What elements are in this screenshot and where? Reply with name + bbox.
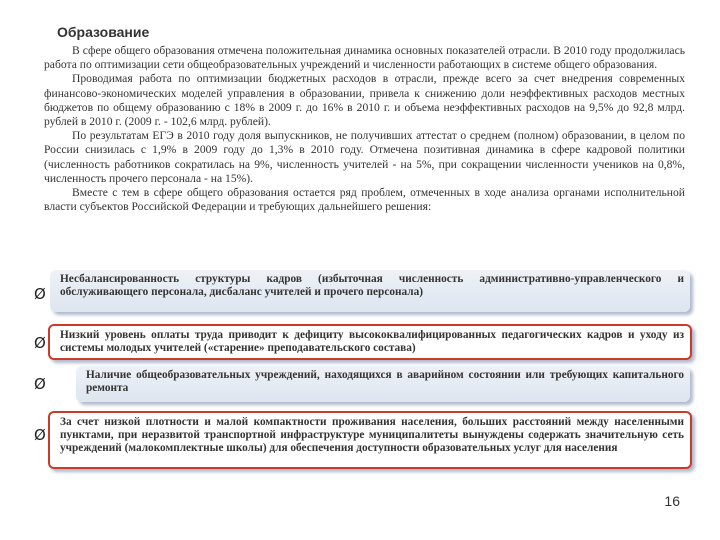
problem-box <box>50 270 690 312</box>
problem-text: Низкий уровень оплаты труда приводит к дефициту высококвалифицированных педагогических кадров и уходу из системы молодых учителей («старение» преподавательского состава) <box>60 329 684 354</box>
intro-text <box>44 44 685 214</box>
problem-text: За счет низкой плотности и малой компактности проживания населения, больших расстояний между населенными пунктами, при неразвитой транспортной инфраструктуре муниципалитеты вынуждены содержать значительную сеть учреждений (малокомплектные школы) для обеспечения доступности образовательных услуг для населения <box>60 416 684 454</box>
paragraph: По результатам ЕГЭ в 2010 году доля выпускников, не получивших аттестат о среднем (полном) образовании, в целом по России снизилась с 1,9% в 2009 году до 1,3% в 2010 году. Отмечена позитивная динамика в сфере кадровой политики (численность работников сократилась на 9%, численность учителей - на 5%, при сокращении численности учеников на 0,8%, численность прочего персонала - на 15%). <box>44 129 685 185</box>
paragraph: Проводимая работа по оптимизации бюджетных расходов в отрасли, прежде всего за счет внедрения современных финансово-экономических моделей управления в образовании, привела к снижению доли неэффективных расходов местных бюджетов по общему образованию с 18% в 2009 г. до 16% в 2010 г. и объема неэффективных расходов на 9,5% до 92,8 млрд. рублей в 2010 г. (2009 г. - 102,6 млрд. рублей). <box>44 72 685 129</box>
problem-text: Наличие общеобразовательных учреждений, находящихся в аварийном состоянии или требующих капитального ремонта <box>86 369 684 394</box>
page-title: Образование <box>57 24 150 40</box>
problem-text: Несбалансированность структуры кадров (избыточная численность административно-управленческого и обслуживающего персонала, дисбаланс учителей и прочего персонала) <box>60 273 684 298</box>
problem-box <box>48 324 692 360</box>
bullet-arrow-icon: Ø <box>34 285 46 303</box>
paragraph: Вместе с тем в сфере общего образования остается ряд проблем, отмеченных в ходе анализа органами исполнительной власти субъектов Российской Федерации и требующих дальнейшего решения: <box>44 186 685 214</box>
bullet-arrow-icon: Ø <box>34 426 46 444</box>
bullet-arrow-icon: Ø <box>34 375 46 393</box>
bullet-arrow-icon: Ø <box>34 334 46 352</box>
problem-box <box>76 366 690 402</box>
problem-box <box>48 411 692 469</box>
paragraph: В сфере общего образования отмечена положительная динамика основных показателей отрасли. В 2010 году продолжилась работа по оптимизации сети общеобразовательных учреждений и численности работающих в системе общего образования. <box>44 44 685 72</box>
page-number: 16 <box>664 493 680 509</box>
